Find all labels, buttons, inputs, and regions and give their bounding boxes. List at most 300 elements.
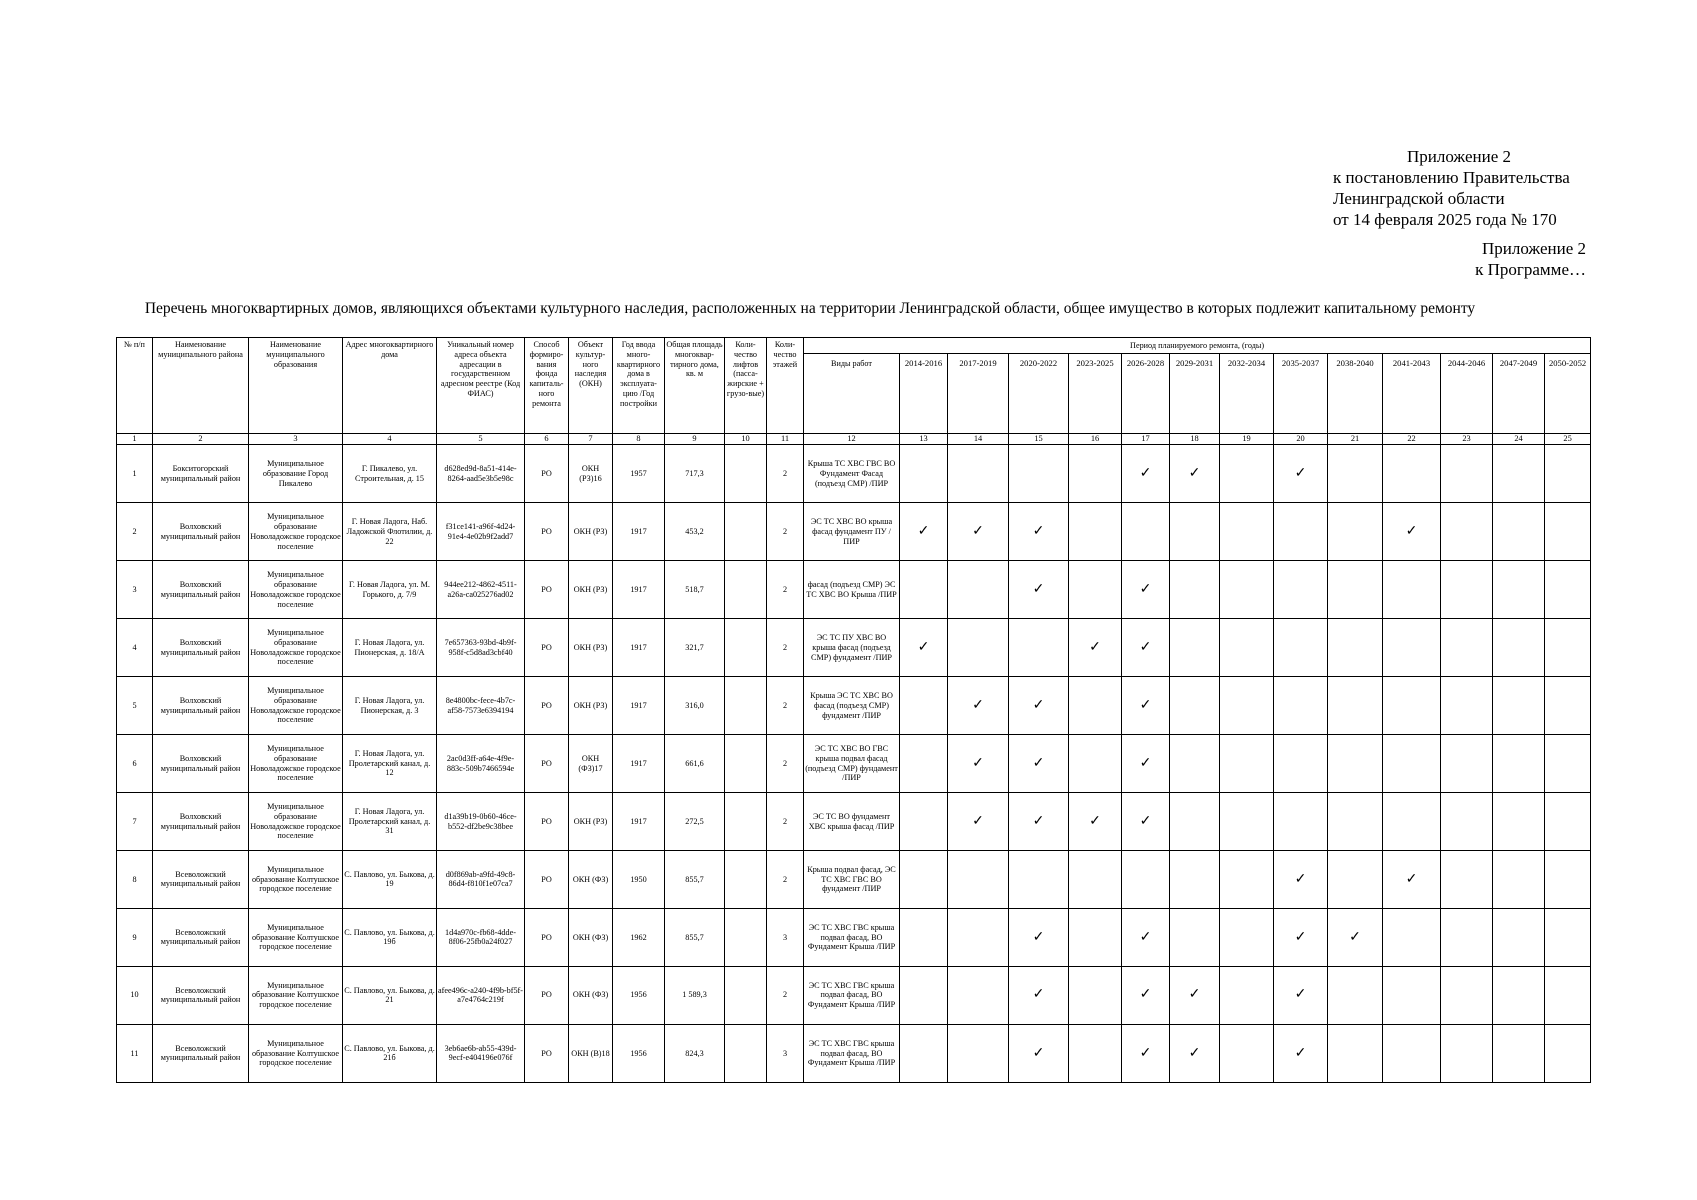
column-number: 23 bbox=[1441, 433, 1493, 445]
period-cell bbox=[1069, 966, 1122, 1024]
checkmark-icon: ✓ bbox=[917, 523, 930, 539]
checkmark-icon: ✓ bbox=[1139, 639, 1152, 655]
period-cell bbox=[948, 561, 1009, 619]
period-cell bbox=[1493, 851, 1545, 909]
period-cell bbox=[1545, 677, 1591, 735]
checkmark-icon: ✓ bbox=[972, 813, 984, 829]
period-cell bbox=[900, 561, 948, 619]
works-cell: ЭС ТС ХВС ВО ГВС крыша подвал фасад (подъезд СМР) фундамент /ПИР bbox=[804, 735, 900, 793]
checkmark-icon: ✓ bbox=[1089, 639, 1101, 655]
appendix-main-line1: Приложение 2 bbox=[1407, 147, 1511, 166]
header-year: Год ввода много-квартирного дома в эксплуата-цию /Год постройки bbox=[613, 338, 665, 434]
period-cell bbox=[1383, 561, 1441, 619]
column-number: 12 bbox=[804, 433, 900, 445]
period-cell bbox=[900, 966, 948, 1024]
checkmark-icon: ✓ bbox=[1405, 523, 1418, 539]
table-row bbox=[117, 966, 1591, 1024]
district-cell: Волховский муниципальный район bbox=[153, 677, 249, 735]
row-number: 9 bbox=[117, 908, 153, 966]
area-cell: 855,7 bbox=[665, 851, 725, 909]
floors-cell: 2 bbox=[767, 851, 804, 909]
header-year-range: 2023-2025 bbox=[1069, 354, 1122, 433]
period-cell bbox=[1122, 445, 1170, 503]
column-number: 24 bbox=[1493, 433, 1545, 445]
municipality-cell: Муниципальное образование Новоладожское городское поселение bbox=[249, 793, 343, 851]
address-cell: С. Павлово, ул. Быкова, д. 21б bbox=[343, 1024, 437, 1082]
works-cell: ЭС ТС ХВС ГВС крыша подвал фасад, ВО Фундамент Крыша /ПИР bbox=[804, 908, 900, 966]
period-cell bbox=[1545, 445, 1591, 503]
period-cell bbox=[1545, 735, 1591, 793]
address-cell: Г. Новая Ладога, ул. Пионерская, д. 3 bbox=[343, 677, 437, 735]
table-row bbox=[117, 735, 1591, 793]
period-cell bbox=[1009, 793, 1069, 851]
period-cell bbox=[1220, 1024, 1274, 1082]
period-cell bbox=[1328, 561, 1383, 619]
period-cell bbox=[1009, 503, 1069, 561]
address-cell: Г. Пикалево, ул. Строительная, д. 15 bbox=[343, 445, 437, 503]
row-number: 7 bbox=[117, 793, 153, 851]
area-cell: 1 589,3 bbox=[665, 966, 725, 1024]
row-number: 4 bbox=[117, 619, 153, 677]
area-cell: 518,7 bbox=[665, 561, 725, 619]
period-cell bbox=[1122, 793, 1170, 851]
period-cell bbox=[1383, 677, 1441, 735]
period-cell bbox=[900, 619, 948, 677]
lifts-cell bbox=[725, 677, 767, 735]
header-municipality: Наименование муниципального образования bbox=[249, 338, 343, 434]
heritage-object-cell: ОКН (В)18 bbox=[569, 1024, 613, 1082]
period-cell bbox=[1441, 503, 1493, 561]
period-cell bbox=[1441, 619, 1493, 677]
period-cell bbox=[1122, 677, 1170, 735]
heritage-object-cell: ОКН (РЗ) bbox=[569, 677, 613, 735]
municipality-cell: Муниципальное образование Колтушское городское поселение bbox=[249, 966, 343, 1024]
column-number: 5 bbox=[437, 433, 525, 445]
district-cell: Всеволожский муниципальный район bbox=[153, 851, 249, 909]
period-cell bbox=[1069, 908, 1122, 966]
period-cell bbox=[1328, 966, 1383, 1024]
period-cell bbox=[1009, 851, 1069, 909]
fund-method-cell: РО bbox=[525, 445, 569, 503]
fias-code-cell: 3eb6ae6b-ab55-439d-9ecf-e404196e076f bbox=[437, 1024, 525, 1082]
period-cell bbox=[1220, 561, 1274, 619]
period-cell bbox=[1122, 503, 1170, 561]
period-cell bbox=[1328, 445, 1383, 503]
works-cell: ЭС ТС ХВС ГВС крыша подвал фасад, ВО Фундамент Крыша /ПИР bbox=[804, 1024, 900, 1082]
period-cell bbox=[900, 793, 948, 851]
lifts-cell bbox=[725, 503, 767, 561]
period-cell bbox=[1274, 619, 1328, 677]
column-number: 25 bbox=[1545, 433, 1591, 445]
municipality-cell: Муниципальное образование Новоладожское городское поселение bbox=[249, 503, 343, 561]
checkmark-icon: ✓ bbox=[1032, 813, 1045, 829]
period-cell bbox=[1122, 966, 1170, 1024]
period-cell bbox=[1274, 735, 1328, 793]
header-address: Адрес многоквартирного дома bbox=[343, 338, 437, 434]
period-cell bbox=[1122, 561, 1170, 619]
period-cell bbox=[1383, 851, 1441, 909]
appendix-program-block bbox=[1475, 238, 1586, 280]
period-cell bbox=[1383, 908, 1441, 966]
column-number: 14 bbox=[948, 433, 1009, 445]
column-number: 20 bbox=[1274, 433, 1328, 445]
area-cell: 717,3 bbox=[665, 445, 725, 503]
period-cell bbox=[1069, 677, 1122, 735]
column-number: 3 bbox=[249, 433, 343, 445]
appendix-main-line4: от 14 февраля 2025 года № 170 bbox=[1333, 210, 1557, 229]
lifts-cell bbox=[725, 619, 767, 677]
period-cell bbox=[1220, 503, 1274, 561]
column-number: 10 bbox=[725, 433, 767, 445]
column-number: 21 bbox=[1328, 433, 1383, 445]
row-number: 5 bbox=[117, 677, 153, 735]
header-fund: Способ формиро-вания фонда капиталь-ного ремонта bbox=[525, 338, 569, 434]
address-cell: Г. Новая Ладога, ул. Пролетарский канал, д. 31 bbox=[343, 793, 437, 851]
period-cell bbox=[1220, 677, 1274, 735]
period-cell bbox=[1441, 1024, 1493, 1082]
works-cell: ЭС ТС ХВС ГВС крыша подвал фасад, ВО Фундамент Крыша /ПИР bbox=[804, 966, 900, 1024]
period-cell bbox=[1383, 619, 1441, 677]
district-cell: Всеволожский муниципальный район bbox=[153, 1024, 249, 1082]
works-cell: Крыша ЭС ТС ХВС ВО фасад (подъезд СМР) фундамент /ПИР bbox=[804, 677, 900, 735]
build-year-cell: 1917 bbox=[613, 793, 665, 851]
row-number: 10 bbox=[117, 966, 153, 1024]
header-num: № п/п bbox=[117, 338, 153, 434]
period-cell bbox=[1069, 793, 1122, 851]
period-cell bbox=[900, 1024, 948, 1082]
period-cell bbox=[1441, 561, 1493, 619]
period-cell bbox=[1122, 851, 1170, 909]
checkmark-icon: ✓ bbox=[972, 697, 984, 713]
checkmark-icon: ✓ bbox=[1139, 697, 1152, 713]
appendix-main-line3: Ленинградской области bbox=[1333, 189, 1505, 208]
period-cell bbox=[1220, 966, 1274, 1024]
period-cell bbox=[1122, 735, 1170, 793]
period-cell bbox=[1170, 851, 1220, 909]
address-cell: Г. Новая Ладога, ул. Пионерская, д. 18/А bbox=[343, 619, 437, 677]
appendix-main-block bbox=[1333, 146, 1570, 230]
period-cell bbox=[900, 735, 948, 793]
period-cell bbox=[1328, 908, 1383, 966]
period-cell bbox=[948, 677, 1009, 735]
column-number: 13 bbox=[900, 433, 948, 445]
floors-cell: 3 bbox=[767, 1024, 804, 1082]
works-cell: ЭС ТС ХВС ВО крыша фасад фундамент ПУ /ПИР bbox=[804, 503, 900, 561]
period-cell bbox=[1220, 735, 1274, 793]
checkmark-icon: ✓ bbox=[1294, 1045, 1307, 1061]
period-cell bbox=[1170, 908, 1220, 966]
period-cell bbox=[948, 908, 1009, 966]
checkmark-icon: ✓ bbox=[1139, 813, 1152, 829]
period-cell bbox=[1383, 966, 1441, 1024]
period-cell bbox=[1274, 445, 1328, 503]
period-cell bbox=[1493, 908, 1545, 966]
period-cell bbox=[1441, 793, 1493, 851]
heritage-object-cell: ОКН (ФЗ) bbox=[569, 966, 613, 1024]
row-number: 8 bbox=[117, 851, 153, 909]
table-row bbox=[117, 619, 1591, 677]
address-cell: Г. Новая Ладога, Наб. Ладожской Флотилии, д. 22 bbox=[343, 503, 437, 561]
header-lifts: Коли-чество лифтов (пасса-жирские + грузо-вые) bbox=[725, 338, 767, 434]
period-cell bbox=[1170, 966, 1220, 1024]
works-cell: ЭС ТС ПУ ХВС ВО крыша фасад (подъезд СМР) фундамент /ПИР bbox=[804, 619, 900, 677]
district-cell: Волховский муниципальный район bbox=[153, 735, 249, 793]
checkmark-icon: ✓ bbox=[1294, 871, 1307, 887]
table-row bbox=[117, 677, 1591, 735]
period-cell bbox=[1274, 1024, 1328, 1082]
period-cell bbox=[900, 908, 948, 966]
build-year-cell: 1917 bbox=[613, 561, 665, 619]
period-cell bbox=[1493, 619, 1545, 677]
area-cell: 824,3 bbox=[665, 1024, 725, 1082]
row-number: 2 bbox=[117, 503, 153, 561]
district-cell: Волховский муниципальный район bbox=[153, 793, 249, 851]
municipality-cell: Муниципальное образование Колтушское городское поселение bbox=[249, 851, 343, 909]
header-year-range: 2044-2046 bbox=[1441, 354, 1493, 433]
checkmark-icon: ✓ bbox=[1032, 523, 1045, 539]
address-cell: С. Павлово, ул. Быкова, д. 19 bbox=[343, 851, 437, 909]
period-cell bbox=[1220, 793, 1274, 851]
column-number: 7 bbox=[569, 433, 613, 445]
period-cell bbox=[1009, 1024, 1069, 1082]
header-works: Виды работ bbox=[804, 354, 900, 433]
period-cell bbox=[1328, 851, 1383, 909]
period-cell bbox=[1170, 1024, 1220, 1082]
build-year-cell: 1957 bbox=[613, 445, 665, 503]
period-cell bbox=[1009, 445, 1069, 503]
works-cell: Крыша подвал фасад, ЭС ТС ХВС ГВС ВО фундамент /ПИР bbox=[804, 851, 900, 909]
municipality-cell: Муниципальное образование Новоладожское городское поселение bbox=[249, 619, 343, 677]
period-cell bbox=[948, 1024, 1009, 1082]
appendix-program-line2: к Программе… bbox=[1475, 260, 1586, 279]
table-row bbox=[117, 503, 1591, 561]
period-cell bbox=[1122, 908, 1170, 966]
checkmark-icon: ✓ bbox=[1294, 987, 1307, 1003]
header-period: Период планируемого ремонта, (годы) bbox=[804, 338, 1591, 354]
period-cell bbox=[1328, 793, 1383, 851]
period-cell bbox=[1220, 445, 1274, 503]
header-okn: Объект культур-ного наследия (ОКН) bbox=[569, 338, 613, 434]
period-cell bbox=[948, 503, 1009, 561]
period-cell bbox=[900, 851, 948, 909]
period-cell bbox=[1009, 908, 1069, 966]
period-cell bbox=[1009, 619, 1069, 677]
period-cell bbox=[1545, 1024, 1591, 1082]
header-floors: Коли-чество этажей bbox=[767, 338, 804, 434]
period-cell bbox=[1069, 735, 1122, 793]
area-cell: 272,5 bbox=[665, 793, 725, 851]
fias-code-cell: afee496c-a240-4f9b-bf5f-a7e4764c219f bbox=[437, 966, 525, 1024]
period-cell bbox=[948, 793, 1009, 851]
municipality-cell: Муниципальное образование Новоладожское городское поселение bbox=[249, 735, 343, 793]
build-year-cell: 1917 bbox=[613, 619, 665, 677]
floors-cell: 2 bbox=[767, 966, 804, 1024]
header-district: Наименование муниципального района bbox=[153, 338, 249, 434]
fias-code-cell: 7e657363-93bd-4b9f-958f-c5d8ad3cbf40 bbox=[437, 619, 525, 677]
lifts-cell bbox=[725, 735, 767, 793]
heritage-object-cell: ОКН (ФЗ)17 bbox=[569, 735, 613, 793]
column-number: 22 bbox=[1383, 433, 1441, 445]
column-number: 15 bbox=[1009, 433, 1069, 445]
build-year-cell: 1956 bbox=[613, 966, 665, 1024]
fias-code-cell: 944ee212-4862-4511-a26a-ca025276ad02 bbox=[437, 561, 525, 619]
period-cell bbox=[1274, 677, 1328, 735]
checkmark-icon: ✓ bbox=[1188, 1045, 1201, 1061]
period-cell bbox=[1170, 677, 1220, 735]
period-cell bbox=[1069, 851, 1122, 909]
period-cell bbox=[1274, 793, 1328, 851]
column-number: 18 bbox=[1170, 433, 1220, 445]
fias-code-cell: d0f869ab-a9fd-49c8-86d4-f810f1e07ca7 bbox=[437, 851, 525, 909]
fias-code-cell: 1d4a970c-fb68-4dde-8f06-25fb0a24f027 bbox=[437, 908, 525, 966]
municipality-cell: Муниципальное образование Город Пикалево bbox=[249, 445, 343, 503]
appendix-main-line2: к постановлению Правительства bbox=[1333, 168, 1570, 187]
district-cell: Бокситогорский муниципальный район bbox=[153, 445, 249, 503]
fund-method-cell: РО bbox=[525, 966, 569, 1024]
checkmark-icon: ✓ bbox=[1294, 465, 1307, 481]
period-cell bbox=[948, 619, 1009, 677]
column-number: 6 bbox=[525, 433, 569, 445]
heritage-object-cell: ОКН (ФЗ) bbox=[569, 908, 613, 966]
period-cell bbox=[1009, 966, 1069, 1024]
period-cell bbox=[1170, 735, 1220, 793]
fund-method-cell: РО bbox=[525, 793, 569, 851]
column-number-row bbox=[117, 433, 1591, 445]
fund-method-cell: РО bbox=[525, 1024, 569, 1082]
period-cell bbox=[1545, 619, 1591, 677]
header-year-range: 2035-2037 bbox=[1274, 354, 1328, 433]
floors-cell: 2 bbox=[767, 793, 804, 851]
row-number: 1 bbox=[117, 445, 153, 503]
header-year-range: 2014-2016 bbox=[900, 354, 948, 433]
period-cell bbox=[1441, 735, 1493, 793]
period-cell bbox=[1069, 619, 1122, 677]
period-cell bbox=[1545, 851, 1591, 909]
build-year-cell: 1956 bbox=[613, 1024, 665, 1082]
period-cell bbox=[948, 966, 1009, 1024]
column-number: 17 bbox=[1122, 433, 1170, 445]
header-year-range: 2026-2028 bbox=[1122, 354, 1170, 433]
period-cell bbox=[1328, 619, 1383, 677]
checkmark-icon: ✓ bbox=[917, 639, 930, 655]
period-cell bbox=[1493, 677, 1545, 735]
lifts-cell bbox=[725, 908, 767, 966]
build-year-cell: 1917 bbox=[613, 735, 665, 793]
row-number: 11 bbox=[117, 1024, 153, 1082]
checkmark-icon: ✓ bbox=[1032, 697, 1045, 713]
fund-method-cell: РО bbox=[525, 503, 569, 561]
heritage-object-cell: ОКН (ФЗ) bbox=[569, 851, 613, 909]
checkmark-icon: ✓ bbox=[972, 523, 984, 539]
period-cell bbox=[1493, 735, 1545, 793]
checkmark-icon: ✓ bbox=[1139, 1045, 1152, 1061]
header-year-range: 2050-2052 bbox=[1545, 354, 1591, 433]
period-cell bbox=[1274, 966, 1328, 1024]
table-row bbox=[117, 1024, 1591, 1082]
period-cell bbox=[1383, 1024, 1441, 1082]
period-cell bbox=[1328, 735, 1383, 793]
build-year-cell: 1950 bbox=[613, 851, 665, 909]
period-cell bbox=[1441, 966, 1493, 1024]
period-cell bbox=[900, 503, 948, 561]
build-year-cell: 1962 bbox=[613, 908, 665, 966]
table-row bbox=[117, 793, 1591, 851]
floors-cell: 3 bbox=[767, 908, 804, 966]
period-cell bbox=[1441, 908, 1493, 966]
lifts-cell bbox=[725, 851, 767, 909]
period-cell bbox=[1069, 561, 1122, 619]
column-number: 4 bbox=[343, 433, 437, 445]
fund-method-cell: РО bbox=[525, 851, 569, 909]
district-cell: Волховский муниципальный район bbox=[153, 561, 249, 619]
checkmark-icon: ✓ bbox=[1139, 465, 1152, 481]
area-cell: 855,7 bbox=[665, 908, 725, 966]
checkmark-icon: ✓ bbox=[1139, 755, 1152, 771]
checkmark-icon: ✓ bbox=[1032, 755, 1045, 771]
period-cell bbox=[1383, 445, 1441, 503]
fund-method-cell: РО bbox=[525, 619, 569, 677]
header-row-1 bbox=[117, 338, 1591, 354]
header-year-range: 2020-2022 bbox=[1009, 354, 1069, 433]
period-cell bbox=[1383, 735, 1441, 793]
period-cell bbox=[1170, 793, 1220, 851]
column-number: 19 bbox=[1220, 433, 1274, 445]
period-cell bbox=[1069, 1024, 1122, 1082]
checkmark-icon: ✓ bbox=[1405, 871, 1418, 887]
period-cell bbox=[1493, 1024, 1545, 1082]
period-cell bbox=[1170, 619, 1220, 677]
header-year-range: 2017-2019 bbox=[948, 354, 1009, 433]
heritage-object-cell: ОКН (РЗ) bbox=[569, 793, 613, 851]
municipality-cell: Муниципальное образование Колтушское городское поселение bbox=[249, 908, 343, 966]
document-title: Перечень многоквартирных домов, являющихся объектами культурного наследия, расположенных на территории Ленинградской области, общее имущество в которых подлежит капитальному ремонту bbox=[144, 300, 1476, 317]
district-cell: Всеволожский муниципальный район bbox=[153, 966, 249, 1024]
period-cell bbox=[1069, 445, 1122, 503]
area-cell: 661,6 bbox=[665, 735, 725, 793]
row-number: 3 bbox=[117, 561, 153, 619]
checkmark-icon: ✓ bbox=[1032, 581, 1045, 597]
period-cell bbox=[1545, 561, 1591, 619]
period-cell bbox=[1274, 561, 1328, 619]
checkmark-icon: ✓ bbox=[1032, 987, 1045, 1003]
table-row bbox=[117, 561, 1591, 619]
floors-cell: 2 bbox=[767, 735, 804, 793]
heritage-object-cell: ОКН (РЗ) bbox=[569, 619, 613, 677]
municipality-cell: Муниципальное образование Новоладожское городское поселение bbox=[249, 561, 343, 619]
district-cell: Волховский муниципальный район bbox=[153, 619, 249, 677]
period-cell bbox=[1170, 503, 1220, 561]
address-cell: Г. Новая Ладога, ул. Пролетарский канал, д. 12 bbox=[343, 735, 437, 793]
period-cell bbox=[1545, 908, 1591, 966]
lifts-cell bbox=[725, 966, 767, 1024]
period-cell bbox=[1493, 966, 1545, 1024]
fias-code-cell: d628ed9d-8a51-414e-8264-aad5e3b5e98c bbox=[437, 445, 525, 503]
works-cell: Крыша ТС ХВС ГВС ВО Фундамент Фасад (подъезд СМР) /ПИР bbox=[804, 445, 900, 503]
works-cell: ЭС ТС ВО фундамент ХВС крыша фасад /ПИР bbox=[804, 793, 900, 851]
period-cell bbox=[900, 445, 948, 503]
column-number: 9 bbox=[665, 433, 725, 445]
period-cell bbox=[1069, 503, 1122, 561]
period-cell bbox=[1009, 561, 1069, 619]
area-cell: 321,7 bbox=[665, 619, 725, 677]
row-number: 6 bbox=[117, 735, 153, 793]
period-cell bbox=[1383, 793, 1441, 851]
period-cell bbox=[1328, 677, 1383, 735]
appendix-program-line1: Приложение 2 bbox=[1482, 239, 1586, 258]
period-cell bbox=[1328, 1024, 1383, 1082]
fund-method-cell: РО bbox=[525, 561, 569, 619]
table-row bbox=[117, 851, 1591, 909]
